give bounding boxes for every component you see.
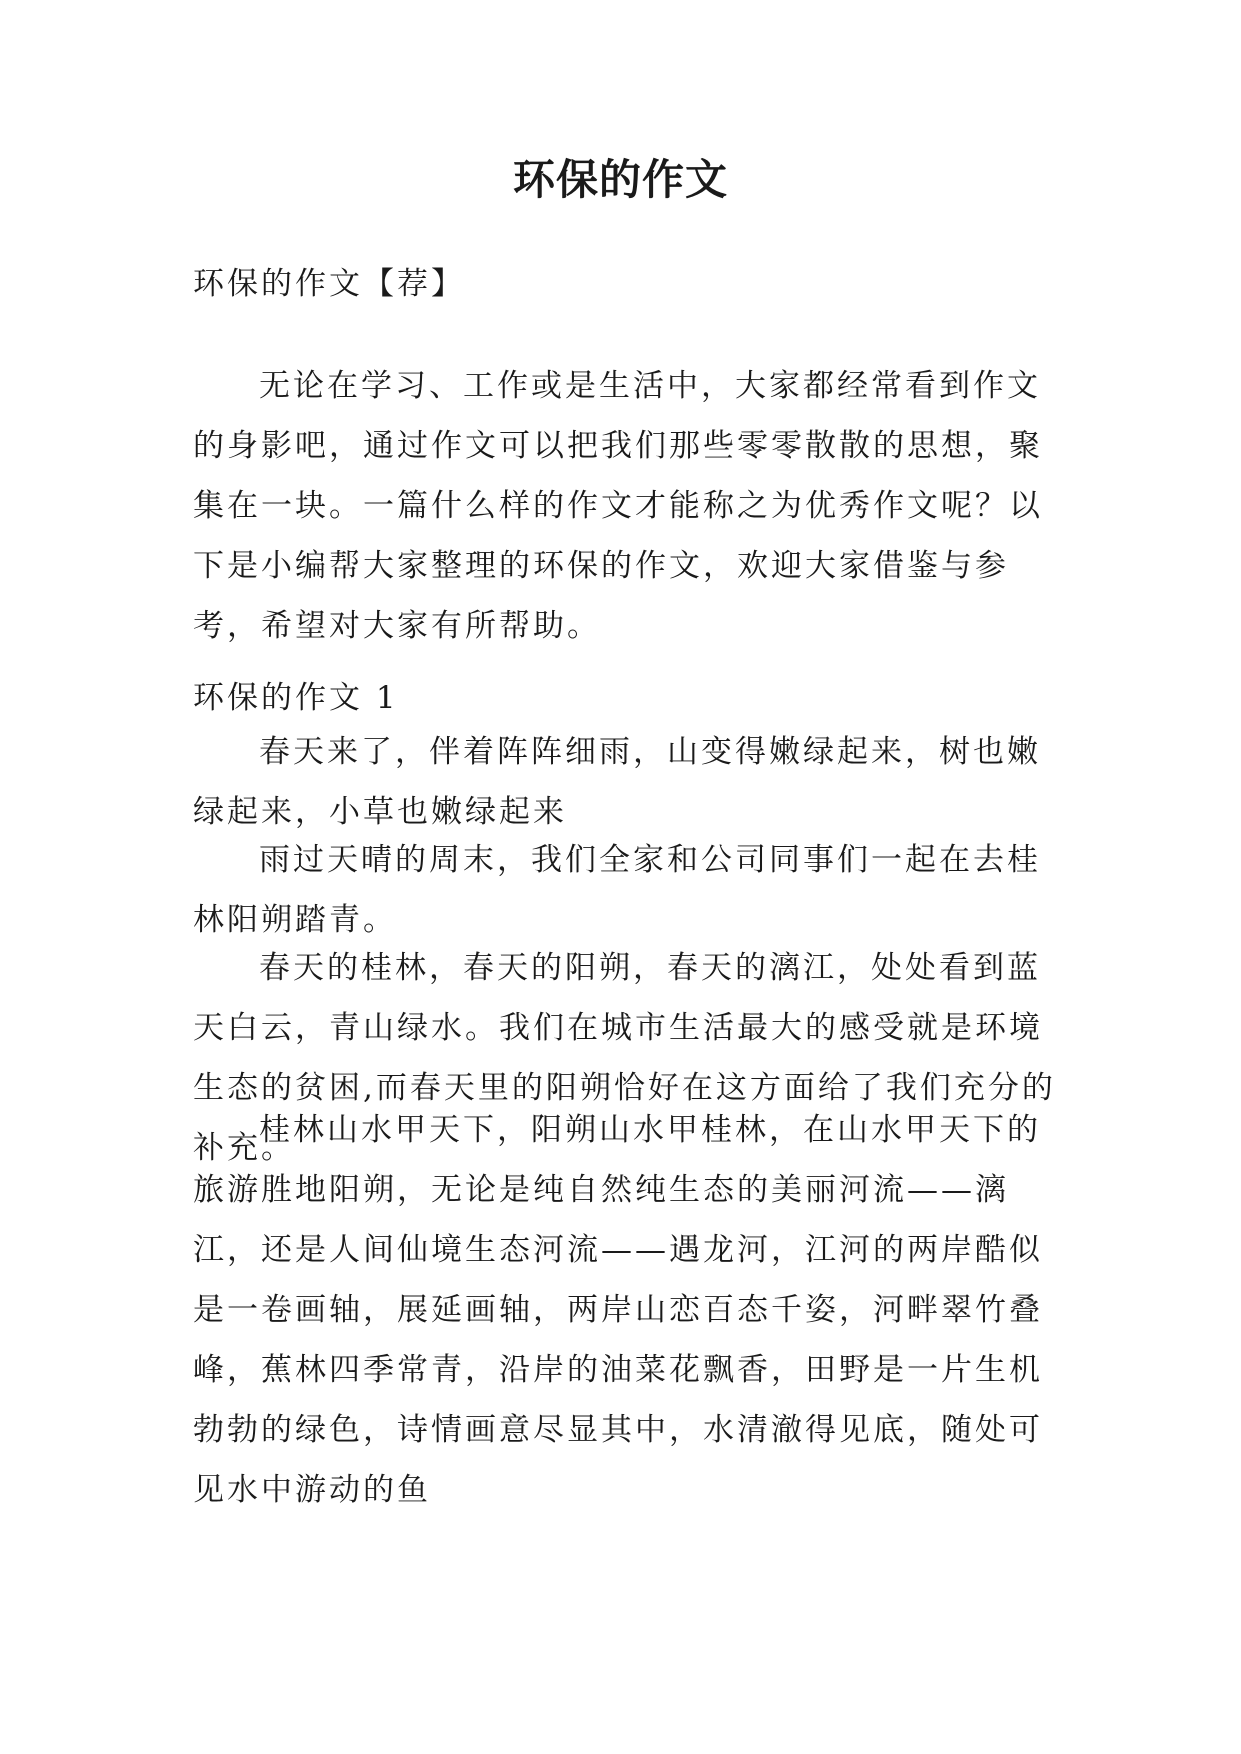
body-paragraph-4: 桂林山水甲天下，阳朔山水甲桂林，在山水甲天下的旅游胜地阳朔，无论是纯自然纯生态的美丽河流——漓江，还是人间仙境生态河流——遇龙河，江河的两岸酷似是一卷画轴，展延画轴，两岸山恋百态千姿，河畔翠竹叠峰，蕉林四季常青，沿岸的油菜花飘香，田野是一片生机勃勃的绿色，诗情画意尽显其中，水清澈得见底，随处可见水中游动的鱼 <box>193 1112 1043 1508</box>
document-title: 环保的作文 <box>512 155 728 204</box>
section-heading: 环保的作文 1 <box>193 680 399 716</box>
document-subtitle: 环保的作文【荐】 <box>193 266 465 302</box>
body-paragraph-3: 春天的桂林，春天的阳朔，春天的漓江，处处看到蓝天白云，青山绿水。我们在城市生活最大的感受就是环境生态的贫困,而春天里的阳朔恰好在这方面给了我们充分的补充。 <box>193 950 1056 1166</box>
body-paragraph-1: 春天来了，伴着阵阵细雨，山变得嫩绿起来，树也嫩绿起来，小草也嫩绿起来 <box>193 734 1041 830</box>
body-paragraph-2: 雨过天晴的周末，我们全家和公司同事们一起在去桂林阳朔踏青。 <box>193 842 1041 938</box>
intro-paragraph: 无论在学习、工作或是生活中，大家都经常看到作文的身影吧，通过作文可以把我们那些零零散散的思想，聚集在一块。一篇什么样的作文才能称之为优秀作文呢？以下是小编帮大家整理的环保的作文，欢迎大家借鉴与参考，希望对大家有所帮助。 <box>193 368 1043 644</box>
